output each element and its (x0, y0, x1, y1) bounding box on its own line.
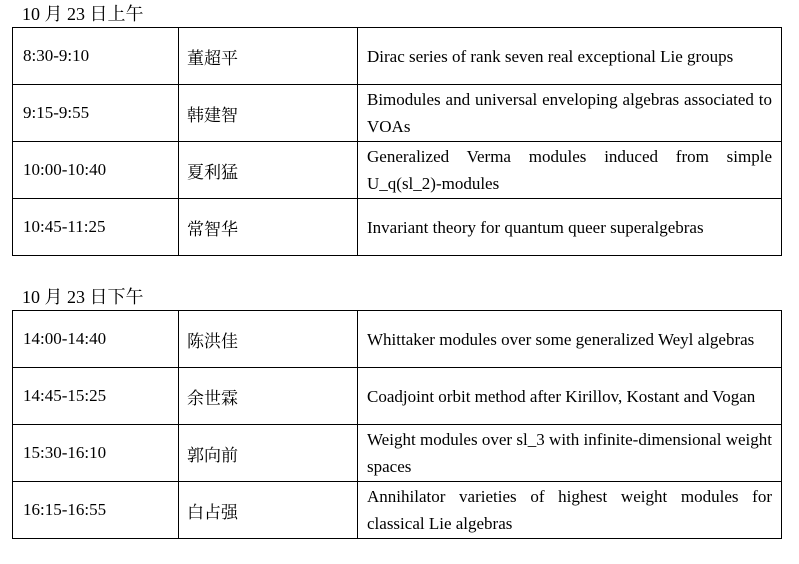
speaker-name: 董超平 (179, 28, 358, 85)
session-time: 10:45-11:25 (13, 199, 179, 256)
schedule-row (13, 368, 782, 425)
schedule-table-body (13, 311, 782, 539)
schedule-row (13, 28, 782, 85)
talk-title: Coadjoint orbit method after Kirillov, Kostant and Vogan (358, 368, 782, 425)
schedule-row (13, 199, 782, 256)
speaker-name: 余世霖 (179, 368, 358, 425)
schedule-table (12, 27, 782, 256)
session-time: 10:00-10:40 (13, 142, 179, 199)
schedule-row (13, 482, 782, 539)
speaker-name: 韩建智 (179, 85, 358, 142)
session-time: 8:30-9:10 (13, 28, 179, 85)
speaker-name: 郭向前 (179, 425, 358, 482)
session-time: 9:15-9:55 (13, 85, 179, 142)
schedule-row (13, 425, 782, 482)
talk-title: Bimodules and universal enveloping algebras associated to VOAs (358, 85, 782, 142)
session-time: 14:00-14:40 (13, 311, 179, 368)
section-heading: 10 月 23 日下午 (22, 287, 144, 307)
talk-title: Weight modules over sl_3 with infinite-dimensional weight spaces (358, 425, 782, 482)
session-time: 16:15-16:55 (13, 482, 179, 539)
section-heading: 10 月 23 日上午 (22, 4, 144, 24)
schedule-section (12, 3, 799, 256)
talk-title: Whittaker modules over some generalized Weyl algebras (358, 311, 782, 368)
session-time: 14:45-15:25 (13, 368, 179, 425)
session-time: 15:30-16:10 (13, 425, 179, 482)
speaker-name: 白占强 (179, 482, 358, 539)
schedule-table (12, 310, 782, 539)
schedule-row (13, 85, 782, 142)
talk-title: Generalized Verma modules induced from simple U_q(sl_2)-modules (358, 142, 782, 199)
speaker-name: 陈洪佳 (179, 311, 358, 368)
speaker-name: 夏利猛 (179, 142, 358, 199)
schedule-section (12, 286, 799, 539)
schedule-table-body (13, 28, 782, 256)
schedule-row (13, 311, 782, 368)
schedule-row (13, 142, 782, 199)
talk-title: Invariant theory for quantum queer superalgebras (358, 199, 782, 256)
talk-title: Annihilator varieties of highest weight modules for classical Lie algebras (358, 482, 782, 539)
speaker-name: 常智华 (179, 199, 358, 256)
talk-title: Dirac series of rank seven real exceptional Lie groups (358, 28, 782, 85)
